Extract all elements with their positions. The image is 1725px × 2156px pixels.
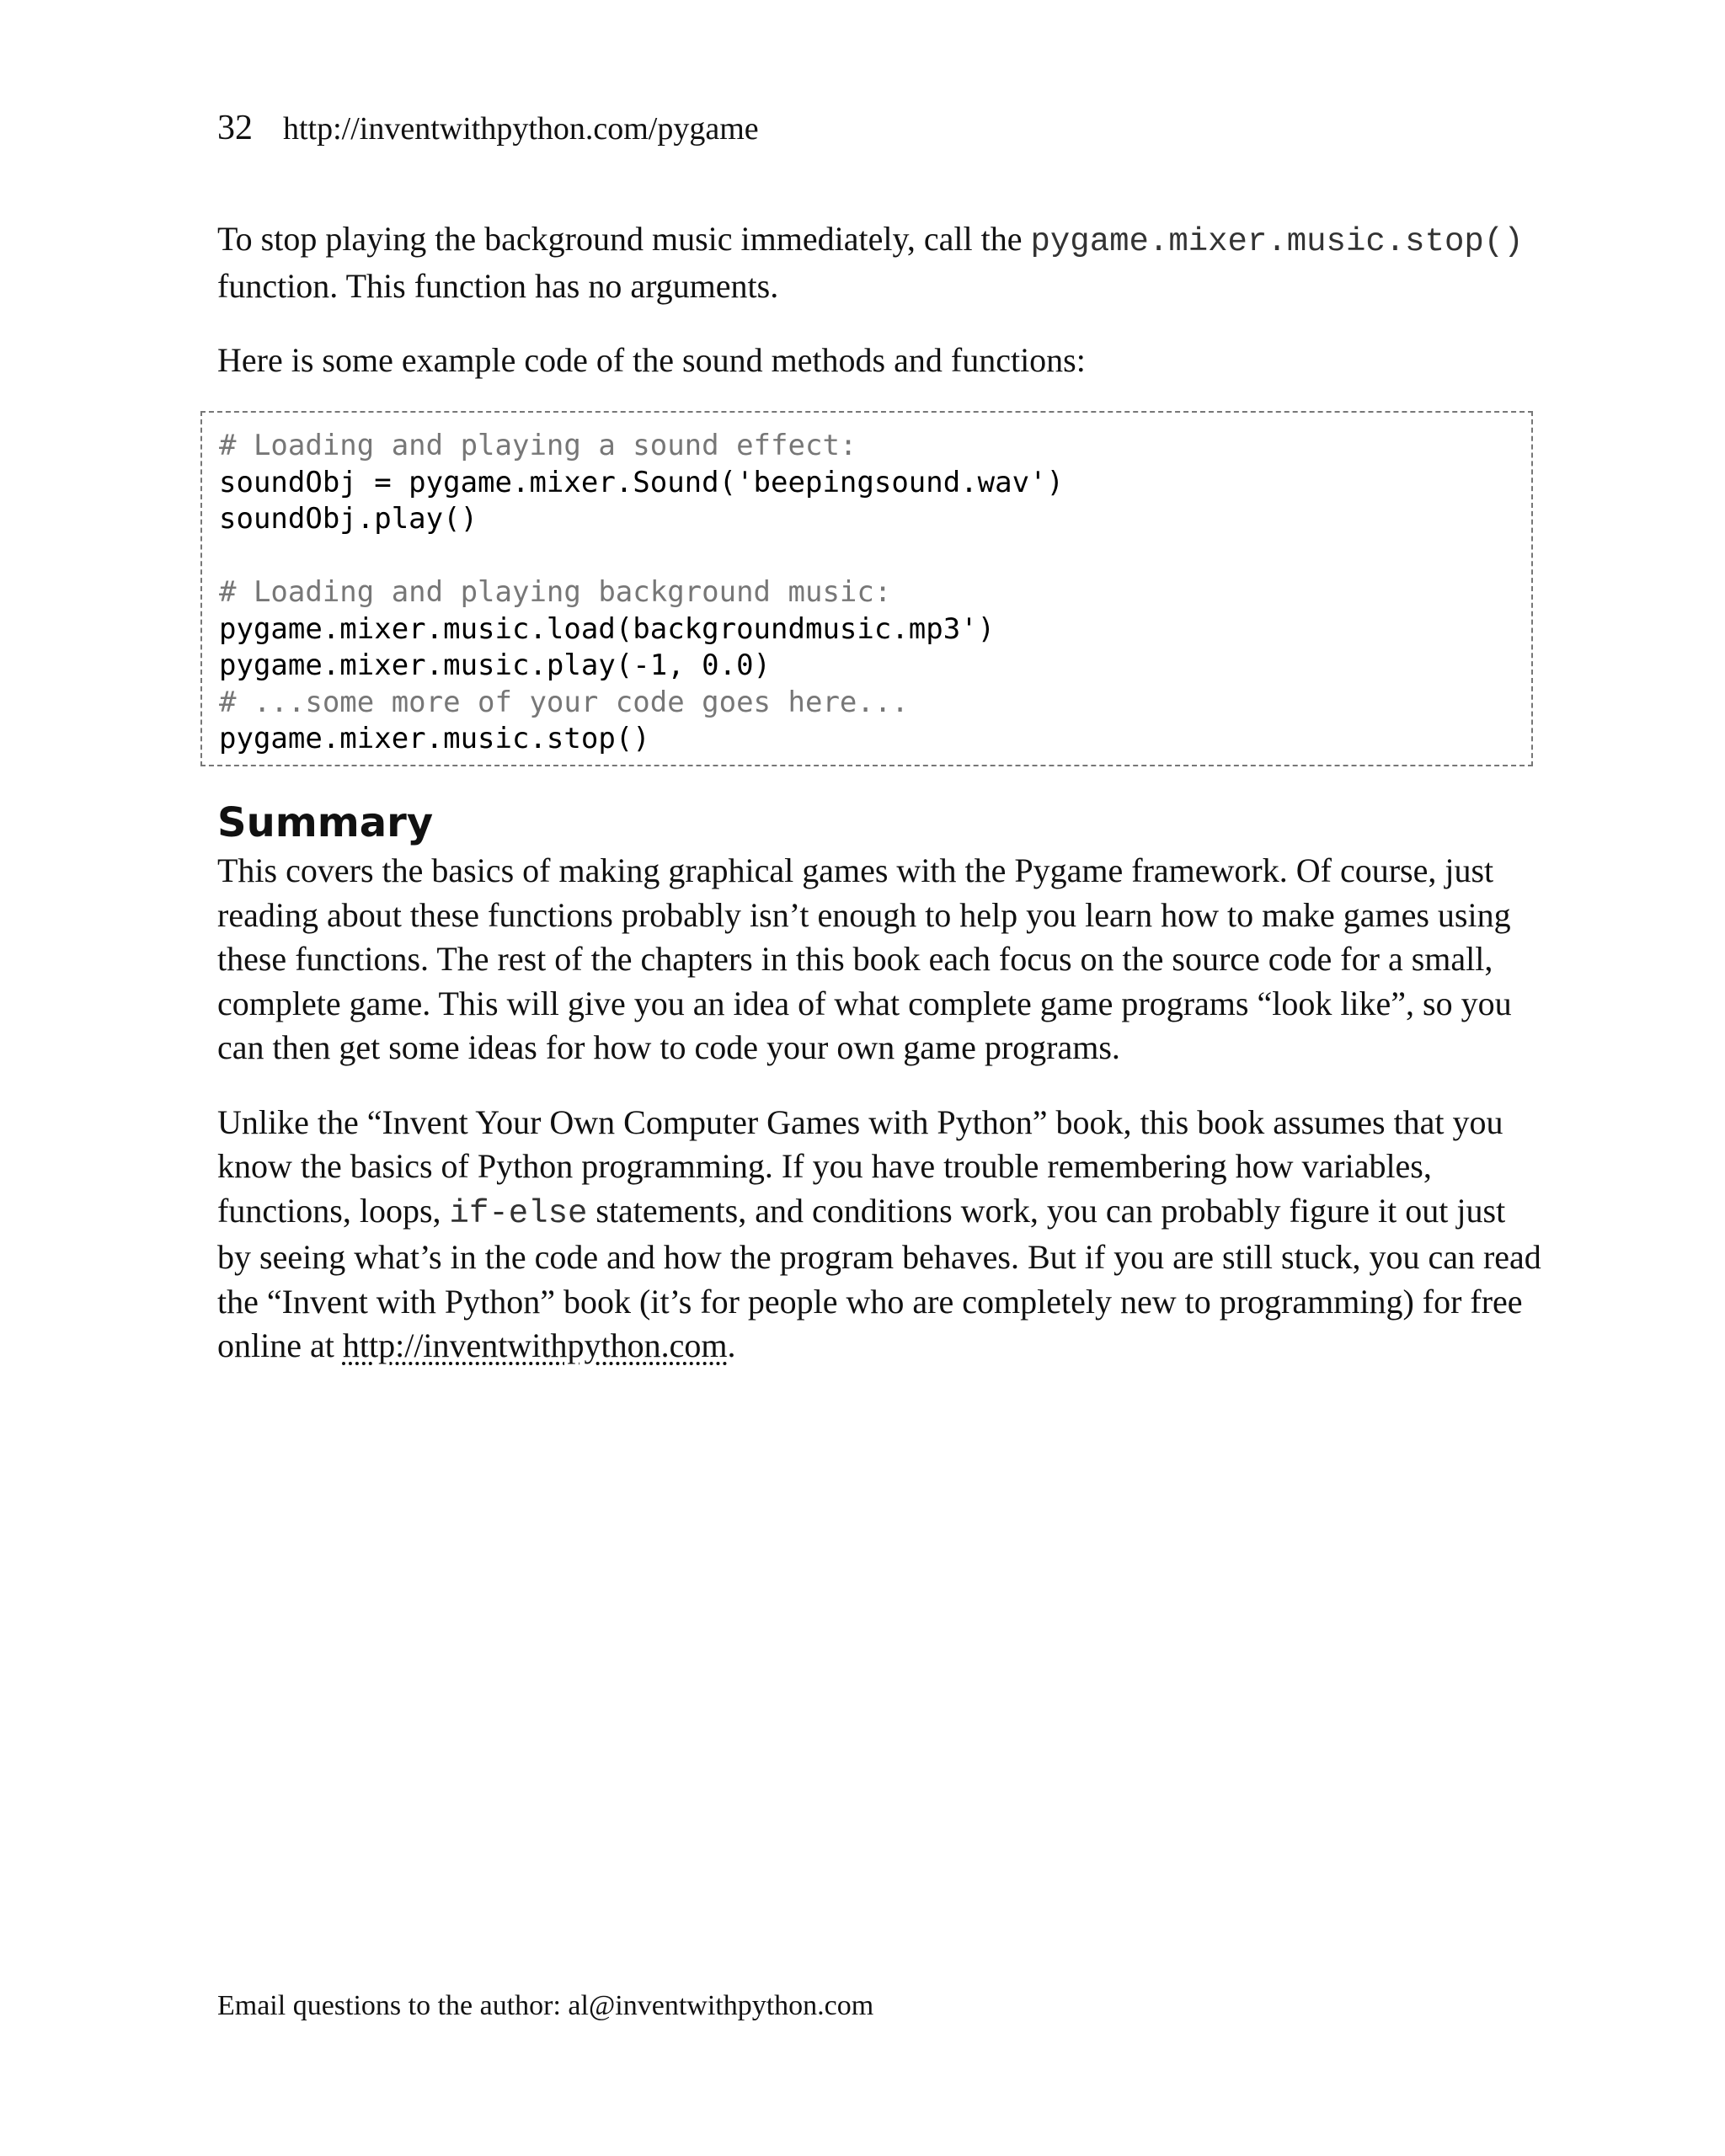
code-line: [219, 538, 1531, 575]
code-line: # Loading and playing a sound effect:: [219, 429, 857, 462]
intro-p1-text: To stop playing the background music immediately, call the: [217, 220, 1031, 258]
code-line: pygame.mixer.music.play(-1, 0.0): [219, 648, 772, 682]
summary-p2-text: Unlike the “Invent Your Own Computer Games with Python” book, this book assumes that you know the basics of Python programming. If you have trouble remembering how variables, functions, loops,: [217, 1102, 1503, 1230]
code-line: pygame.mixer.music.stop(): [219, 722, 650, 755]
intro-p1-text-end: function. This function has no arguments.: [217, 266, 779, 305]
inline-code-music-stop: pygame.mixer.music.stop(): [1030, 223, 1524, 260]
code-line: # Loading and playing background music:: [219, 575, 892, 609]
summary-p2-text-middle: statements, and conditions work, you can probably figure it out just by seeing what’s in the code and how the program behaves. But if you are still stuck, you can read the “Invent with Python” book (it’s for people who are completely new to programming) for free online at: [217, 1191, 1541, 1364]
code-line: # ...some more of your code goes here...: [219, 685, 909, 719]
section-title: Summary: [217, 799, 434, 846]
code-line: pygame.mixer.music.load(backgroundmusic.mp3'): [219, 611, 996, 646]
summary-paragraph-2: [217, 1101, 1546, 1369]
summary-section: [217, 797, 1546, 1369]
inventwithpython-link[interactable]: http://inventwithpython.com: [342, 1326, 728, 1364]
code-line: soundObj = pygame.mixer.Sound('beepingsound.wav'): [219, 465, 1065, 499]
summary-p2-text-end: .: [727, 1326, 736, 1364]
page-number: 32: [217, 109, 253, 147]
code-line: soundObj.play(): [219, 502, 478, 536]
intro-paragraph-2: Here is some example code of the sound methods and functions:: [217, 341, 1086, 379]
code-block: [200, 411, 1533, 766]
header-url: http://inventwithpython.com/pygame: [283, 111, 759, 147]
page-footer: Email questions to the author: al@inventwithpython.com: [217, 1990, 874, 2021]
inline-code-if-else: if-else: [449, 1194, 588, 1232]
page-header: [217, 106, 759, 151]
intro-section: [217, 217, 1546, 383]
intro-paragraph-1: [217, 217, 1546, 308]
summary-paragraph-1: This covers the basics of making graphical games with the Pygame framework. Of course, just reading about these functions probably isn’t enough to help you learn how to make games using these functions. The rest of the chapters in this book each focus on the source code for a small, complete game. This will give you an idea of what complete game programs “look like”, so you can then get some ideas for how to code your own game programs.: [217, 851, 1512, 1066]
